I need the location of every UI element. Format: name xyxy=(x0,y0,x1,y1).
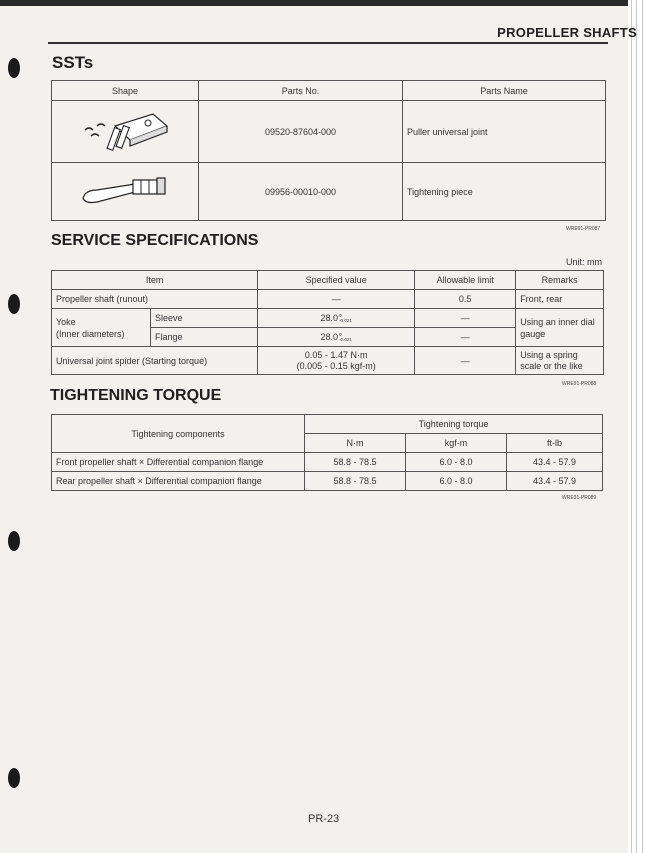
specified-cell xyxy=(258,328,415,347)
limit-cell: — xyxy=(415,347,516,375)
specified-cell: — xyxy=(258,290,415,309)
spec-line: (0.005 - 0.15 kgf-m) xyxy=(296,360,376,371)
binder-hole xyxy=(8,294,20,314)
nm-cell: 58.8 - 78.5 xyxy=(305,453,406,472)
remarks-cell: Front, rear xyxy=(516,290,604,309)
parts-no-cell: 09956-00010-000 xyxy=(199,163,403,221)
col-header-shape: Shape xyxy=(52,81,199,101)
sub-item-cell: Flange xyxy=(151,328,258,347)
item-cell: Universal joint spider (Starting torque) xyxy=(52,347,258,375)
kgfm-cell: 6.0 - 8.0 xyxy=(406,453,507,472)
tol-lower: -0.021 xyxy=(339,337,352,343)
shape-cell xyxy=(52,101,199,163)
tightening-piece-tool-icon xyxy=(75,168,175,214)
remarks-cell xyxy=(516,309,604,347)
parts-name-cell: Tightening piece xyxy=(403,163,606,221)
remarks-line: Using a spring xyxy=(520,349,578,360)
binder-hole xyxy=(8,768,20,788)
col-header-specified: Specified value xyxy=(258,271,415,290)
torque-heading: TIGHTENING TORQUE xyxy=(50,387,222,404)
ssts-heading: SSTs xyxy=(52,53,94,72)
sub-item-cell: Sleeve xyxy=(151,309,258,328)
table-row xyxy=(52,163,606,221)
service-specs-heading: SERVICE SPECIFICATIONS xyxy=(51,232,259,249)
remarks-line: gauge xyxy=(520,328,546,339)
col-header-remarks: Remarks xyxy=(516,271,604,290)
limit-cell: — xyxy=(415,309,516,328)
tol-upper: 0 xyxy=(339,313,342,319)
remarks-line: scale or the like xyxy=(520,360,583,371)
figure-ref: WRE91-PR088 xyxy=(562,381,597,387)
specified-cell xyxy=(258,347,415,375)
puller-universal-joint-tool-icon xyxy=(75,106,175,156)
ssts-table xyxy=(51,80,606,221)
nm-cell: 58.8 - 78.5 xyxy=(305,472,406,491)
table-row xyxy=(52,347,604,375)
binder-hole xyxy=(8,531,20,551)
parts-name-cell: Puller universal joint xyxy=(403,101,606,163)
col-header-components: Tightening components xyxy=(52,415,305,453)
page-edge-stack xyxy=(628,0,659,853)
unit-label: Unit: mm xyxy=(566,257,602,267)
ftlb-cell: 43.4 - 57.9 xyxy=(507,472,603,491)
figure-ref: WRE91-PR089 xyxy=(562,495,597,501)
remarks-line: Using an inner dial xyxy=(520,316,595,327)
tol-lower: -0.021 xyxy=(339,318,352,324)
item-cell: Propeller shaft (runout) xyxy=(52,290,258,309)
col-header-limit: Allowable limit xyxy=(415,271,516,290)
unit-header-ftlb: ft-lb xyxy=(507,434,603,453)
specified-cell xyxy=(258,309,415,328)
figure-ref: WRE91-PR087 xyxy=(566,226,601,232)
ftlb-cell: 43.4 - 57.9 xyxy=(507,453,603,472)
torque-table xyxy=(51,414,603,491)
binder-hole xyxy=(8,58,20,78)
limit-cell: — xyxy=(415,328,516,347)
tolerance xyxy=(339,313,352,323)
page-top-edge xyxy=(0,0,628,6)
table-row xyxy=(52,453,603,472)
spec-value: 28.0 xyxy=(320,331,339,342)
item-line: (Inner diameters) xyxy=(56,328,125,339)
table-row xyxy=(52,290,604,309)
table-row xyxy=(52,309,604,328)
shape-cell xyxy=(52,163,199,221)
col-header-item: Item xyxy=(52,271,258,290)
spec-value: 28.0 xyxy=(320,312,339,323)
unit-header-nm: N·m xyxy=(305,434,406,453)
remarks-cell xyxy=(516,347,604,375)
parts-no-cell: 09520-87604-000 xyxy=(199,101,403,163)
tolerance xyxy=(339,332,352,342)
section-title: PROPELLER SHAFTS xyxy=(497,25,637,40)
spec-line: 0.05 - 1.47 N·m xyxy=(304,349,368,360)
component-cell: Front propeller shaft × Differential companion flange xyxy=(52,453,305,472)
table-row xyxy=(52,472,603,491)
service-specs-table xyxy=(51,270,604,375)
page-number: PR-23 xyxy=(308,813,340,825)
unit-header-kgfm: kgf-m xyxy=(406,434,507,453)
col-header-parts-no: Parts No. xyxy=(199,81,403,101)
yoke-item-cell xyxy=(52,309,151,347)
col-header-parts-name: Parts Name xyxy=(403,81,606,101)
item-line: Yoke xyxy=(56,316,76,327)
header-rule xyxy=(48,42,608,44)
tol-upper: 0 xyxy=(339,332,342,338)
table-row xyxy=(52,101,606,163)
col-header-torque: Tightening torque xyxy=(305,415,603,434)
component-cell: Rear propeller shaft × Differential companion flange xyxy=(52,472,305,491)
limit-cell: 0.5 xyxy=(415,290,516,309)
kgfm-cell: 6.0 - 8.0 xyxy=(406,472,507,491)
